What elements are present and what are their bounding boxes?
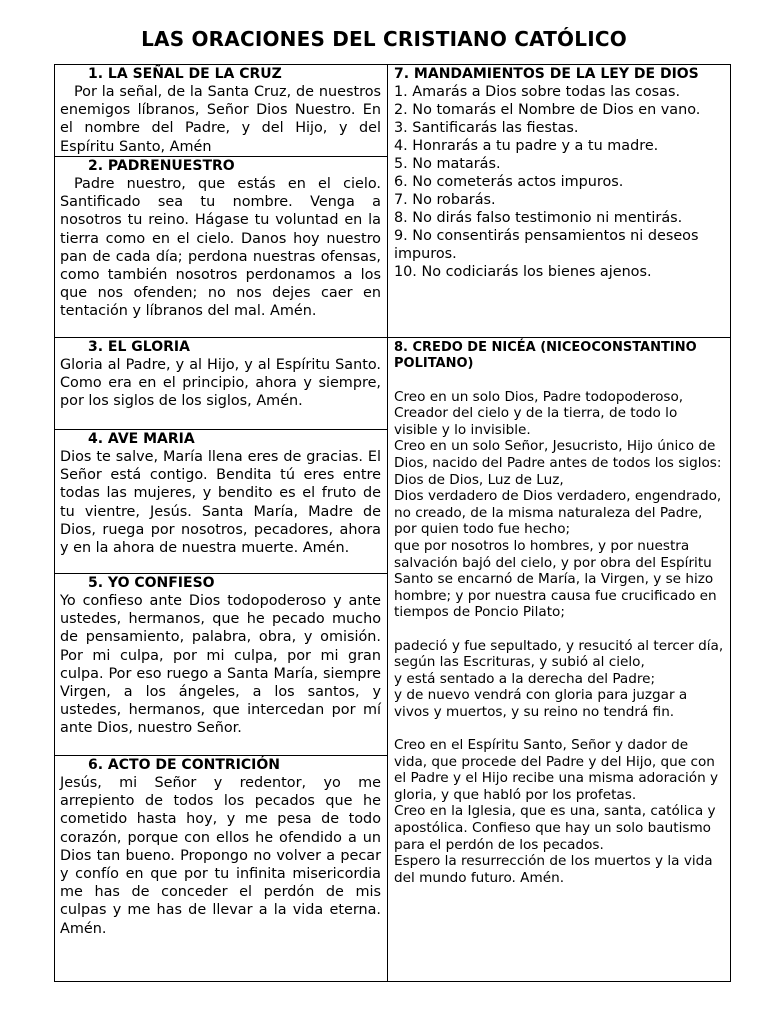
- credo-line: Espero la resurrección de los muertos y la vida del mundo futuro. Amén.: [394, 853, 713, 886]
- credo-line: Creo en el Espíritu Santo, Señor y dador de vida, que procede del Padre y del Hijo, que con el Padre y el Hijo recibe una misma adoración y gloria, y que habló por los profetas.: [394, 737, 719, 803]
- commandment-item: 2. No tomarás el Nombre de Dios en vano.: [394, 102, 701, 118]
- credo-line: Creo en un solo Señor, Jesucristo, Hijo único de Dios, nacido del Padre antes de todos los siglos:: [394, 438, 722, 471]
- credo-line: y está sentado a la derecha del Padre;: [394, 670, 656, 687]
- section-heading: 4. AVE MARIA: [88, 431, 195, 447]
- section-heading: 5. YO CONFIESO: [88, 575, 215, 591]
- commandment-item: 5. No matarás.: [394, 156, 501, 172]
- credo-line: que por nosotros lo hombres, y por nuestra salvación bajó del cielo, y por obra del Espíritu Santo se encarnó de María, la Virgen, y se hizo hombre; y por nuestra causa fue crucificado en tiempos de Poncio Pilato;: [394, 537, 717, 621]
- prayer-text: Jesús, mi Señor y redentor, yo me arrepiento de todos los pecados que he cometido hasta hoy, y me pesa de todo corazón, porque con ellos he ofendido a un Dios tan bueno. Propongo no volver a pecar y confío en que por tu infinita misericordia me has de conceder el perdón de mis culpas y me has de llevar a la vida eterna. Amén.: [60, 775, 381, 937]
- prayer-text: Padre nuestro, que estás en el cielo. Santificado sea tu nombre. Venga a nosotros tu reino. Hágase tu voluntad en la tierra como en el cielo. Danos hoy nuestro pan de cada día; perdona nuestras ofensas, como también nosotros perdonamos a los que nos ofenden; no nos dejes caer en tentación y líbranos del mal. Amén.: [60, 176, 381, 320]
- commandment-item: 7. No robarás.: [394, 192, 496, 208]
- credo-line: Dios verdadero de Dios verdadero, engendrado, no creado, de la misma naturaleza del Padre, por quien todo fue hecho;: [394, 488, 722, 538]
- prayer-text: Por la señal, de la Santa Cruz, de nuestros enemigos líbranos, Señor Dios Nuestro. En el nombre del Padre, y del Hijo, y del Espíritu Santo, Amén: [60, 84, 381, 155]
- commandment-item: 3. Santificarás las fiestas.: [394, 120, 579, 136]
- section-padrenuestro: [55, 157, 387, 337]
- page-title: LAS ORACIONES DEL CRISTIANO CATÓLICO: [141, 27, 627, 51]
- section-heading: 2. PADRENUESTRO: [88, 158, 235, 174]
- commandment-item: 4. Honrarás a tu padre y a tu madre.: [394, 138, 659, 154]
- commandment-item: 6. No cometerás actos impuros.: [394, 174, 624, 190]
- prayer-text: Yo confieso ante Dios todopoderoso y ante ustedes, hermanos, que he pecado mucho de pensamiento, palabra, obra, y omisión. Por mi culpa, por mi culpa, por mi gran culpa. Por eso ruego a Santa María, siempre Virgen, a los ángeles, a los santos, y ustedes, hermanos, que intercedan por mí ante Dios, nuestro Señor.: [60, 593, 381, 737]
- prayer-text: Gloria al Padre, y al Hijo, y al Espíritu Santo. Como era en el principio, ahora y siempre, por los siglos de los siglos, Amén.: [60, 357, 381, 410]
- section-ave-maria: [55, 430, 387, 573]
- credo-line: Creo en un solo Dios, Padre todopoderoso, Creador del cielo y de la tierra, de todo lo visible y lo invisible.: [394, 388, 684, 438]
- commandment-item: 9. No consentirás pensamientos ni deseos impuros.: [394, 228, 699, 262]
- credo-line: Creo en la Iglesia, que es una, santa, católica y apostólica. Confieso que hay un solo bautismo para el perdón de los pecados.: [394, 803, 716, 853]
- credo-line: padeció y fue sepultado, y resucitó al tercer día,: [394, 637, 724, 654]
- credo-text: [394, 389, 724, 887]
- commandment-item: 10. No codiciarás los bienes ajenos.: [394, 264, 652, 280]
- section-yo-confieso: [55, 574, 387, 755]
- section-credo: [388, 338, 730, 981]
- credo-line: y de nuevo vendrá con gloria para juzgar a vivos y muertos, y su reino no tendrá fin.: [394, 687, 688, 720]
- section-heading: 8. CREDO DE NICÉA (NICEOCONSTANTINO POLITANO): [394, 340, 697, 371]
- section-acto-contricion: [55, 756, 387, 981]
- section-heading: 7. MANDAMIENTOS DE LA LEY DE DIOS: [394, 66, 699, 82]
- prayer-text: Dios te salve, María llena eres de gracias. El Señor está contigo. Bendita tú eres entre todas las mujeres, y bendito es el fruto de tu vientre, Jesús. Santa María, Madre de Dios, ruega por nosotros, pecadores, ahora y en la ahora de nuestra muerte. Amén.: [60, 449, 381, 557]
- section-mandamientos: [388, 65, 730, 337]
- commandments-list: [394, 83, 724, 281]
- prayers-table: [54, 64, 731, 982]
- section-senal-cruz: [55, 65, 387, 156]
- credo-line: Dios de Dios, Luz de Luz,: [394, 471, 564, 488]
- section-heading: 1. LA SEÑAL DE LA CRUZ: [88, 66, 282, 82]
- section-gloria: [55, 338, 387, 429]
- section-heading: 6. ACTO DE CONTRICIÓN: [88, 757, 280, 773]
- commandment-item: 1. Amarás a Dios sobre todas las cosas.: [394, 84, 681, 100]
- commandment-item: 8. No dirás falso testimonio ni mentirás.: [394, 210, 683, 226]
- credo-line: según las Escrituras, y subió al cielo,: [394, 654, 645, 671]
- section-heading: 3. EL GLORIA: [88, 339, 190, 355]
